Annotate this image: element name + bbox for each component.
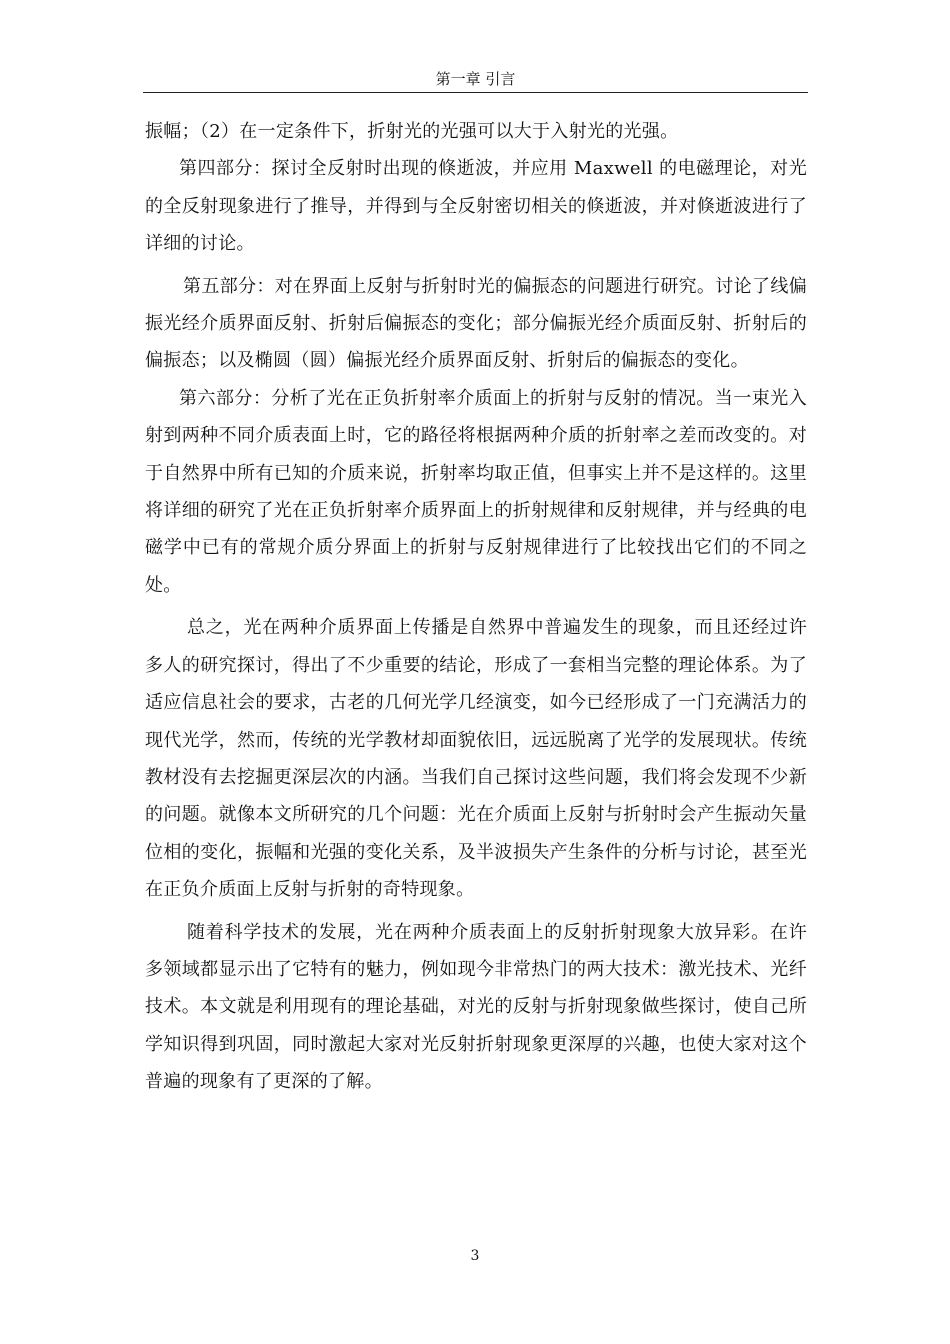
chapter-title: 第一章 引言 xyxy=(435,70,516,88)
paragraph-part-four: 第四部分：探讨全反射时出现的倏逝波，并应用 Maxwell 的电磁理论，对光的全反射现象进行了推导，并得到与全反射密切相关的倏逝波，并对倏逝波进行了详细的讨论。 xyxy=(145,158,807,255)
paragraph-summary: 总之，光在两种介质界面上传播是自然界中普遍发生的现象，而且还经过许多人的研究探讨，得出了不少重要的结论，形成了一套相当完整的理论体系。为了适应信息社会的要求，古老的几何光学几经演变，如今已经形成了一门充满活力的现代光学，然而，传统的光学教材却面貌依旧，远远脱离了光学的发展现状。传统教材没有去挖掘更深层次的内涵。当我们自己探讨这些问题，我们将会发现不少新的问题。就像本文所研究的几个问题：光在介质面上反射与折射时会产生振动矢量位相的变化，振幅和光强的变化关系，及半波损失产生条件的分析与讨论，甚至光在正负介质面上反射与折射的奇特现象。 xyxy=(145,617,807,901)
paragraph-part-five: 第五部分：对在界面上反射与折射时光的偏振态的问题进行研究。讨论了线偏振光经介质界面反射、折射后偏振态的变化；部分偏振光经介质面反射、折射后的偏振态；以及椭圆（圆）偏振光经介质界面反射、折射后的偏振态的变化。 xyxy=(145,275,807,372)
body-text xyxy=(145,113,807,1101)
page-footer xyxy=(0,1248,950,1264)
running-header xyxy=(143,66,808,93)
page-number: 3 xyxy=(470,1248,480,1264)
paragraph-continuation: 振幅；（2）在一定条件下，折射光的光强可以大于入射光的光强。 xyxy=(145,121,679,142)
paragraph-part-six: 第六部分：分析了光在正负折射率介质面上的折射与反射的情况。当一束光入射到两种不同介质表面上时，它的路径将根据两种介质的折射率之差而改变的。对于自然界中所有已知的介质来说，折射率均取正值，但事实上并不是这样的。这里将详细的研究了光在正负折射率介质界面上的折射规律和反射规律，并与经典的电磁学中已有的常规介质分界面上的折射与反射规律进行了比较找出它们的不同之处。 xyxy=(145,387,807,596)
paragraph-development: 随着科学技术的发展，光在两种介质表面上的反射折射现象大放异彩。在许多领域都显示出了它特有的魅力，例如现今非常热门的两大技术：激光技术、光纤技术。本文就是利用现有的理论基础，对光的反射与折射现象做些探讨，使自己所学知识得到巩固，同时激起大家对光反射折射现象更深厚的兴趣，也使大家对这个普遍的现象有了更深的了解。 xyxy=(145,921,807,1093)
